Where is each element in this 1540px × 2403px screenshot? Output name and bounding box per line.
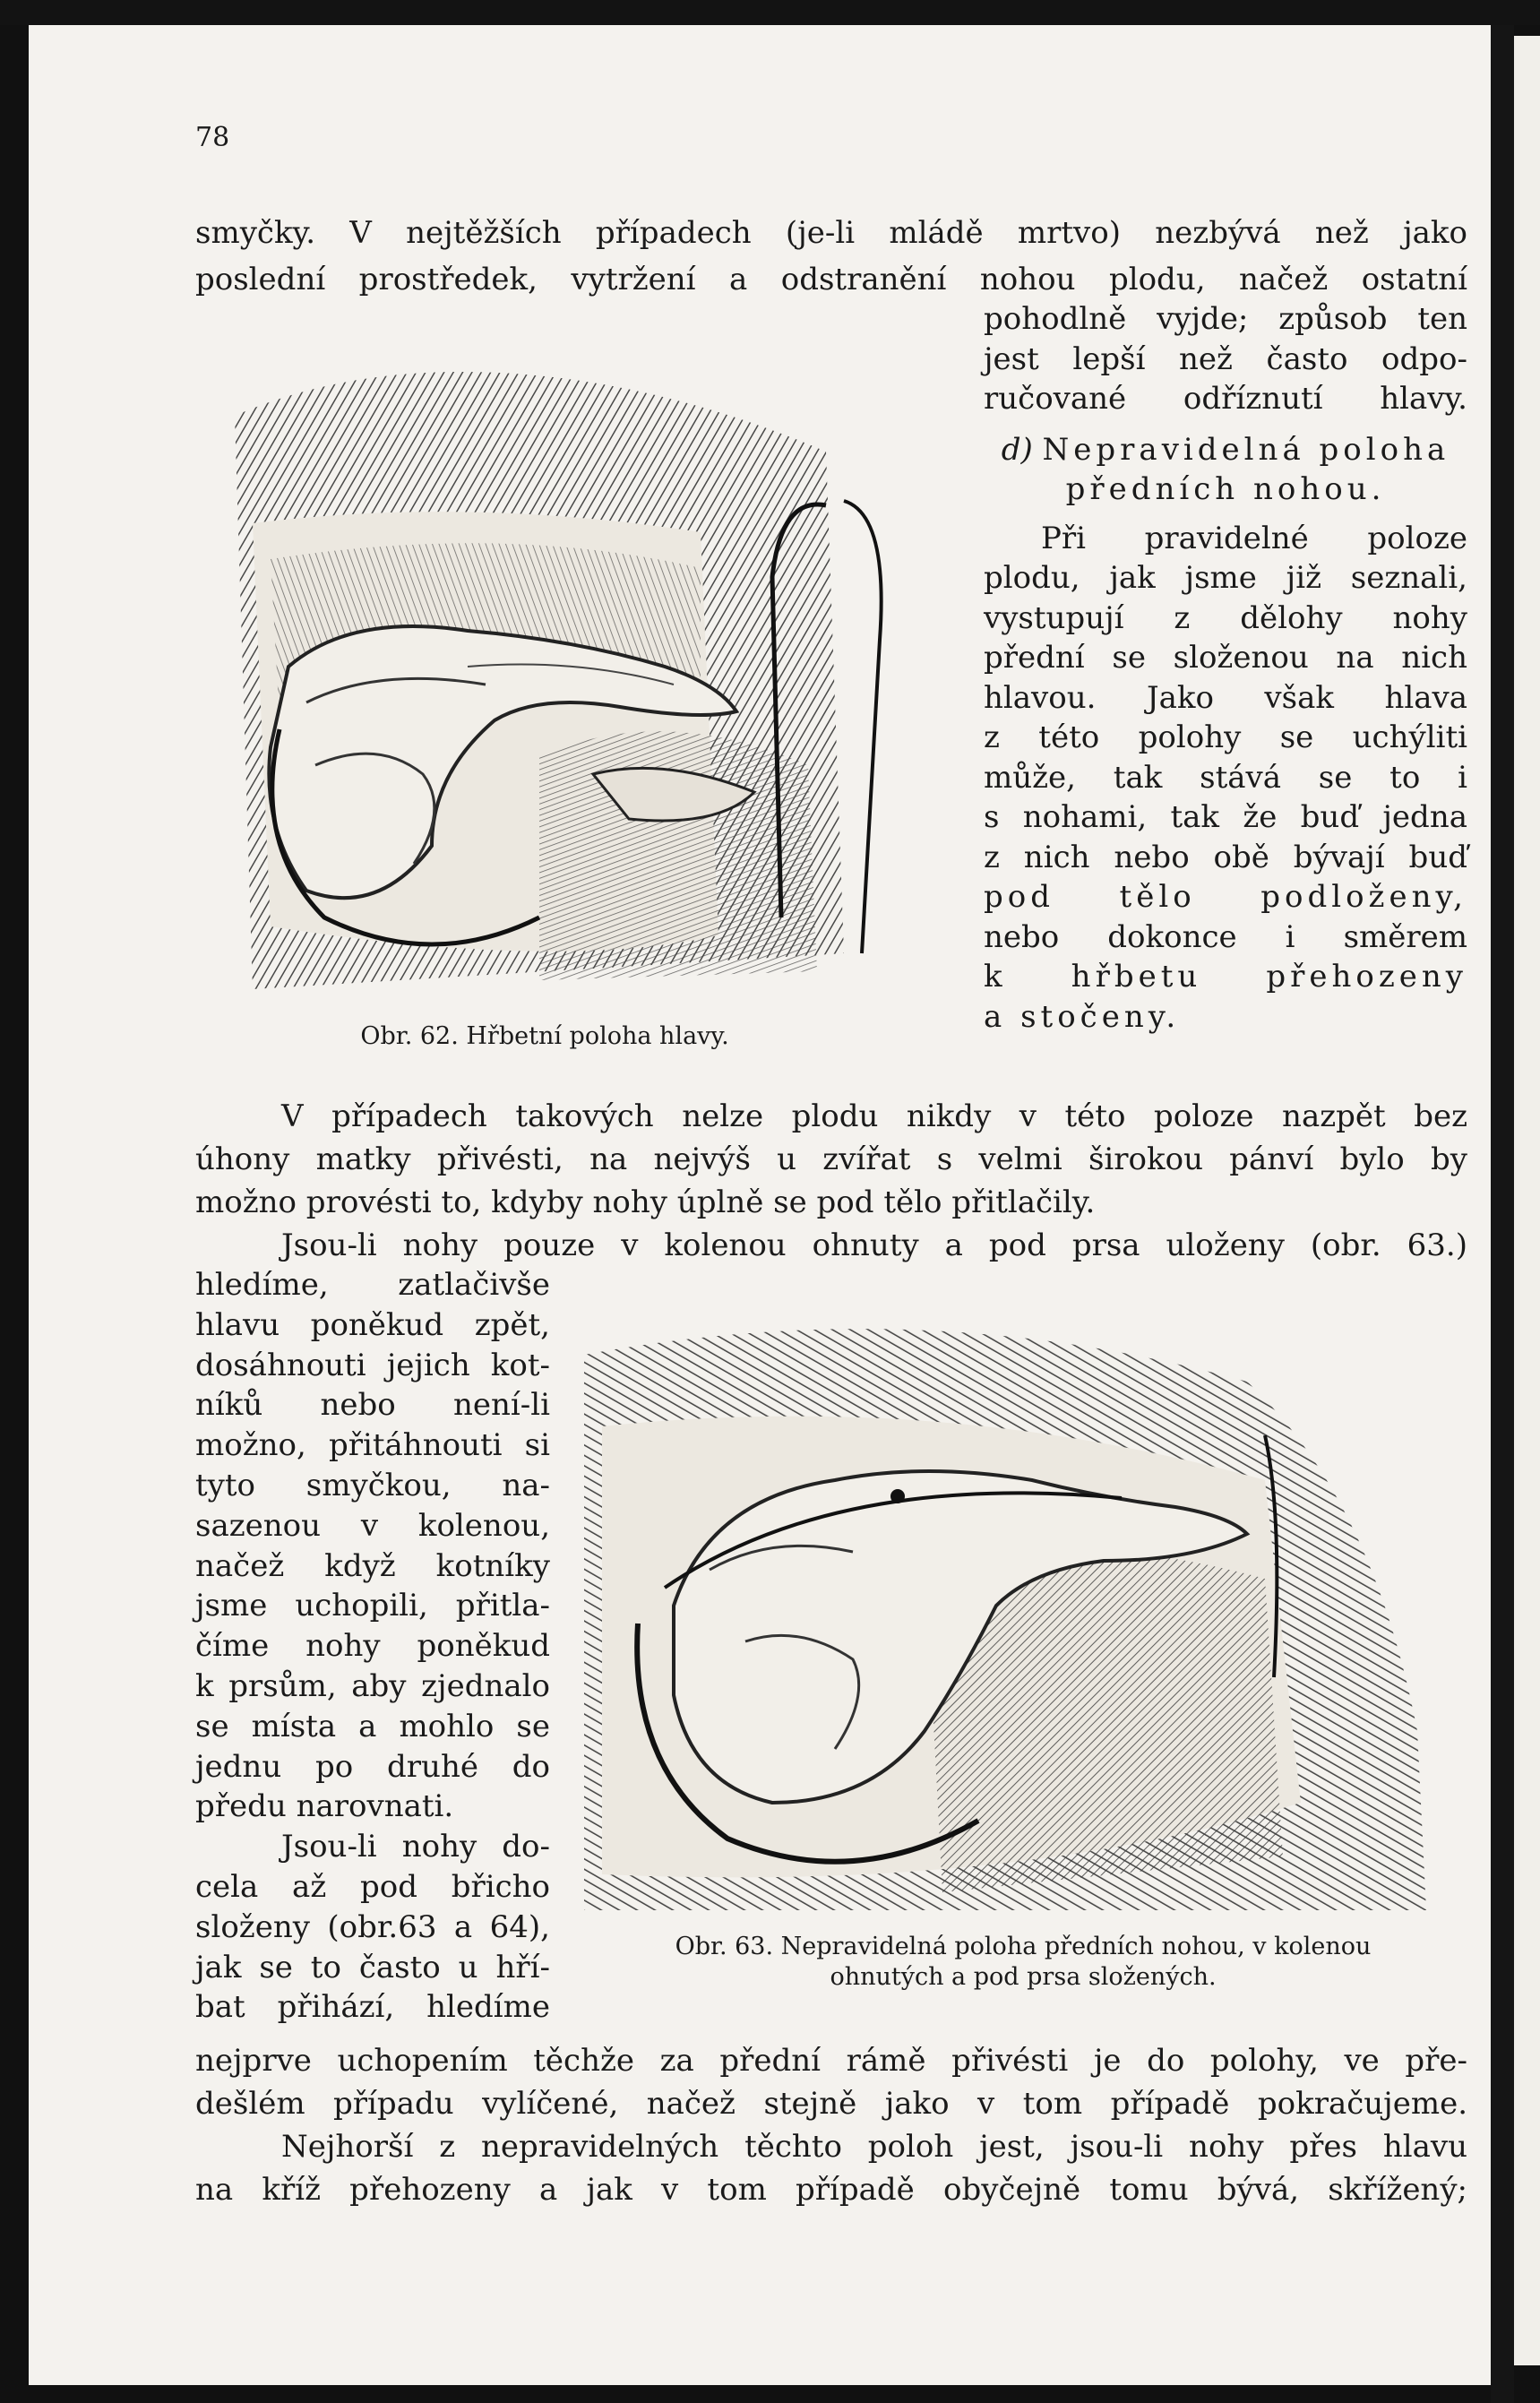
body-line: sazenou v kolenou, [195, 1507, 550, 1544]
scan-border-top [0, 0, 1540, 25]
body-line: nebo dokonce i směrem [984, 918, 1467, 955]
left-text-column [195, 1265, 550, 2028]
body-line: pod tělo podloženy, [984, 879, 1467, 915]
body-line: předu narovnati. [195, 1788, 454, 1825]
body-line: hlavou. Jako však hlava [984, 679, 1467, 716]
body-line: bat přihází, hledíme [195, 1989, 550, 2026]
body-line: cela až pod břicho [195, 1868, 550, 1905]
body-line: pohodlně vyjde; způsob ten [984, 301, 1467, 337]
body-line: vystupují z dělohy nohy [984, 599, 1467, 636]
body-line: z nich nebo obě bývají buď [984, 839, 1467, 875]
body-line: načež když kotníky [195, 1547, 550, 1584]
body-line: jak se to často u hří- [195, 1949, 550, 1985]
body-line: Jsou-li nohy do- [281, 1829, 550, 1865]
body-line: složeny (obr.63 a 64), [195, 1908, 550, 1945]
section-title-line2: předních nohou. [1065, 471, 1386, 507]
body-line: Jsou-li nohy pouze v kolenou ohnuty a pod prsa uloženy (obr. 63.) [281, 1227, 1467, 1263]
body-line: s nohami, tak že buď jedna [984, 799, 1467, 835]
body-line: možno provésti to, kdyby nohy úplně se pod tělo přitlačily. [195, 1184, 1096, 1220]
body-line: Při pravidelné poloze [1041, 520, 1467, 556]
body-line: jsme uchopili, přitla- [195, 1588, 550, 1624]
body-line: hledíme, zatlačivše [195, 1267, 550, 1303]
body-line: možno, přitáhnouti si [195, 1427, 550, 1464]
body-line: se místa a mohlo se [195, 1708, 550, 1744]
body-line: k prsům, aby zjednalo [195, 1667, 550, 1704]
figure-62-illustration [199, 344, 942, 1007]
figure-62-caption: Obr. 62. Hřbetní poloha hlavy. [360, 1022, 729, 1050]
body-line: může, tak stává se to i [984, 759, 1467, 796]
right-text-column [984, 299, 1467, 1037]
body-line: dešlém případu vylíčené, načež stejně jako v tom případě pokračujeme. [195, 2086, 1467, 2122]
figure-63-caption-line1: Obr. 63. Nepravidelná poloha předních nohou, v kolenou [675, 1933, 1372, 1960]
section-heading [984, 430, 1467, 470]
section-label: d) [1001, 431, 1033, 468]
body-line: a stočeny. [984, 998, 1181, 1035]
body-line: smyčky. V nejtěžších případech (je-li mládě mrtvo) nezbývá než jako [195, 215, 1467, 251]
body-line: hlavu poněkud zpět, [195, 1306, 550, 1343]
body-line: níků nebo není-li [195, 1387, 550, 1424]
body-line: z této polohy se uchýliti [984, 719, 1467, 755]
section-title: Nepravidelná poloha [1042, 431, 1450, 468]
page-number: 78 [195, 122, 230, 153]
body-line: Nejhorší z nepravidelných těchto poloh jest, jsou-li nohy přes hlavu [281, 2129, 1467, 2165]
body-line: jest lepší než často odpo- [984, 340, 1467, 377]
scan-gutter [1491, 25, 1514, 2403]
body-line: na kříž přehozeny a jak v tom případě obyčejně tomu bývá, skřížený; [195, 2172, 1467, 2208]
body-line: číme nohy poněkud [195, 1628, 550, 1665]
body-line: ručované odříznutí hlavy. [984, 381, 1467, 417]
next-page-edge [1514, 36, 1540, 2365]
body-line: úhony matky přivésti, na nejvýš u zvířat s velmi širokou pánví bylo by [195, 1141, 1467, 1177]
body-line: poslední prostředek, vytržení a odstranění nohou plodu, načež ostatní [195, 262, 1467, 297]
book-page [29, 25, 1491, 2385]
body-line: přední se složenou na nich [984, 640, 1467, 676]
body-line: tyto smyčkou, na- [195, 1467, 550, 1503]
body-line: nejprve uchopením těchže za přední rámě přivésti je do polohy, ve pře- [195, 2043, 1467, 2079]
body-line: plodu, jak jsme již seznali, [984, 560, 1467, 596]
figure-63-caption-line2: ohnutých a pod prsa složených. [830, 1963, 1217, 1991]
body-line: jednu po druhé do [195, 1748, 550, 1785]
body-line-text: V případech takových nelze plodu nikdy v této poloze nazpět bez [281, 1098, 1467, 1134]
figure-63-caption [593, 1932, 1453, 1993]
figure-63-illustration [566, 1301, 1444, 1916]
body-line: dosáhnouti jejich kot- [195, 1347, 550, 1383]
body-line: k hřbetu přehozeny [984, 959, 1467, 995]
body-line [195, 1097, 1467, 1136]
